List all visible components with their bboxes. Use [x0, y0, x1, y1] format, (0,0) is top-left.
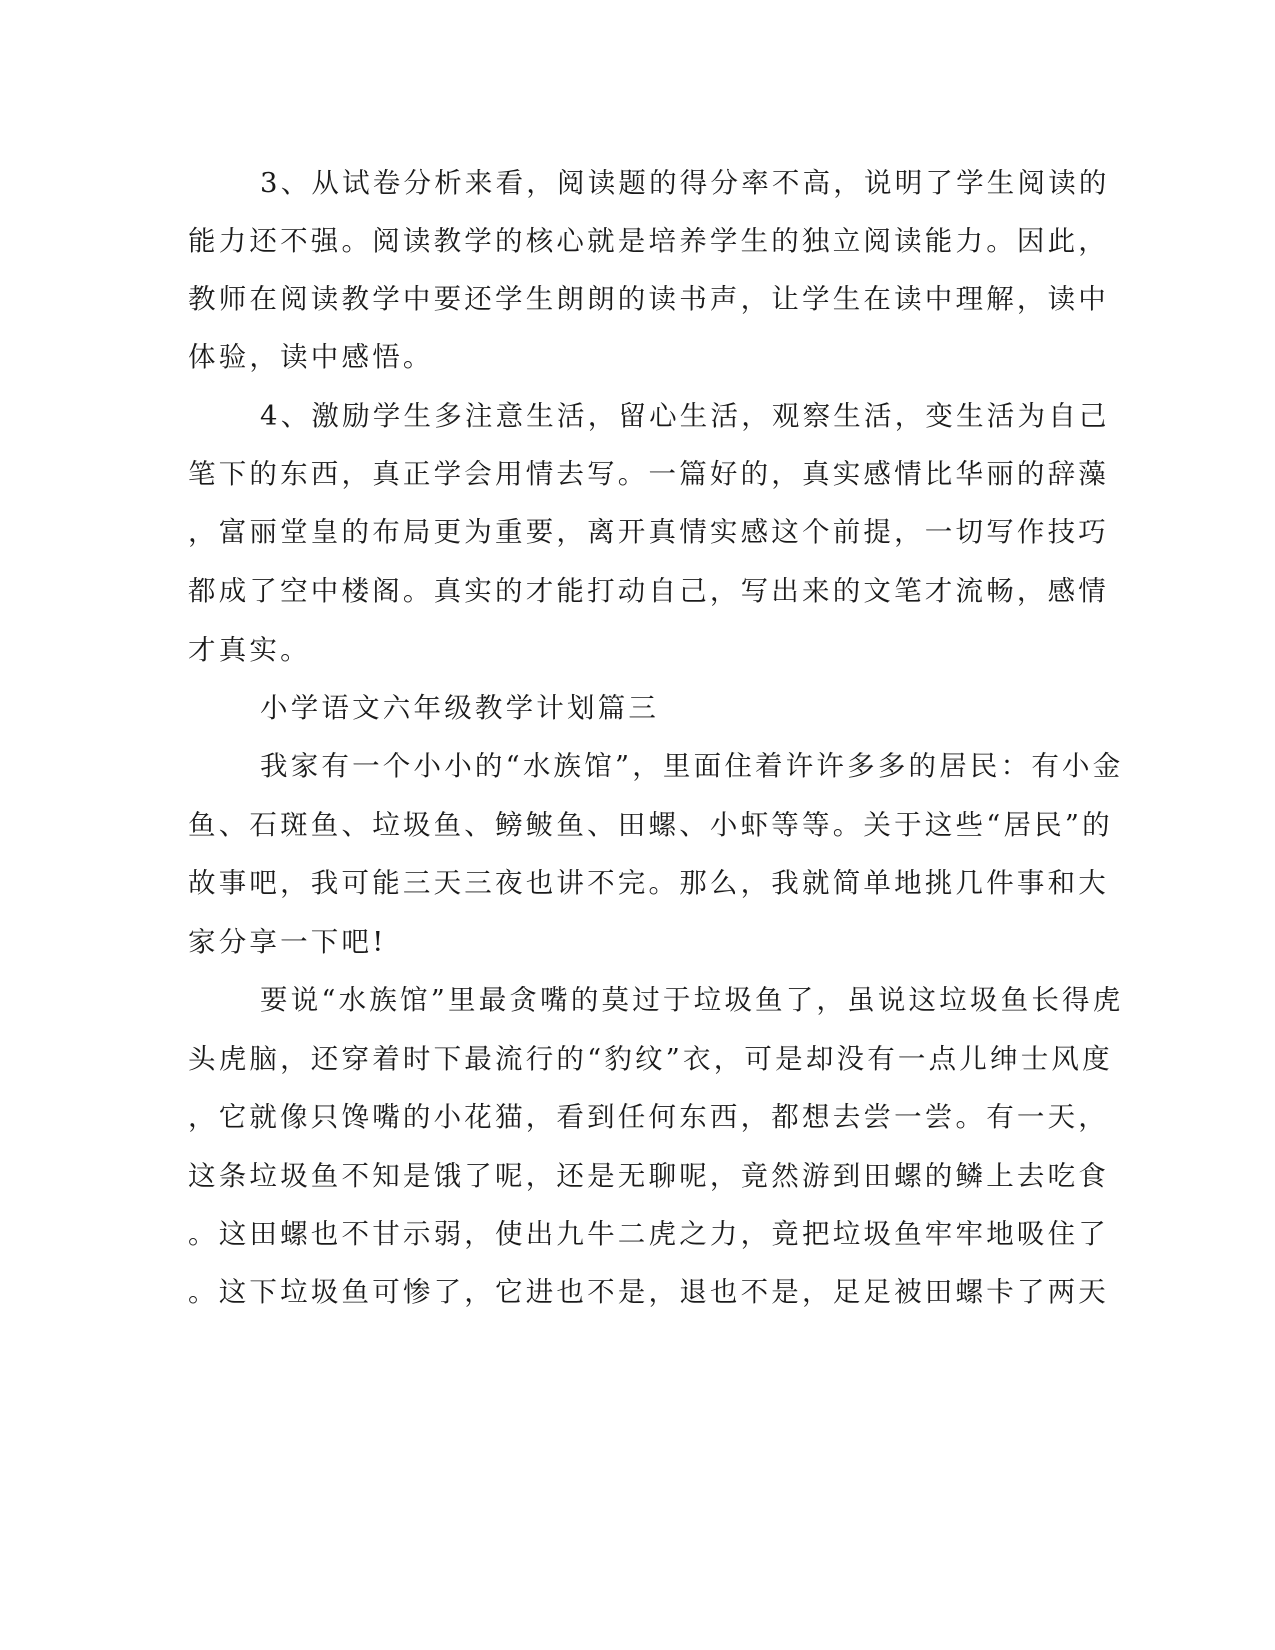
text-line: 笔下的东西，真正学会用情去写。一篇好的，真实感情比华丽的辞藻	[188, 458, 1109, 490]
text-line: ，富丽堂皇的布局更为重要，离开真情实感这个前提，一切写作技巧	[188, 516, 1109, 548]
text-line: 要说“水族馆”里最贪嘴的莫过于垃圾鱼了，虽说这垃圾鱼长得虎	[260, 984, 1124, 1016]
text-line: 我家有一个小小的“水族馆”，里面住着许许多多的居民：有小金	[260, 750, 1124, 782]
text-line: 能力还不强。阅读教学的核心就是培养学生的独立阅读能力。因此，	[188, 225, 1109, 257]
text-line: 体验，读中感悟。	[188, 341, 434, 373]
section-heading: 小学语文六年级教学计划篇三	[260, 692, 660, 724]
text-line: 教师在阅读教学中要还学生朗朗的读书声，让学生在读中理解，读中	[188, 283, 1109, 315]
text-line: 才真实。	[188, 634, 311, 666]
text-line: ，它就像只馋嘴的小花猫，看到任何东西，都想去尝一尝。有一天，	[188, 1101, 1109, 1133]
text-line: 4、激励学生多注意生活，留心生活，观察生活，变生活为自己	[260, 400, 1110, 432]
text-line: 鱼、石斑鱼、垃圾鱼、鳑鲏鱼、田螺、小虾等等。关于这些“居民”的	[188, 809, 1113, 841]
text-line: 这条垃圾鱼不知是饿了呢，还是无聊呢，竟然游到田螺的鳞上去吃食	[188, 1160, 1109, 1192]
text-line: 家分享一下吧!	[188, 926, 387, 958]
text-line: 3、从试卷分析来看，阅读题的得分率不高，说明了学生阅读的	[260, 167, 1110, 199]
text-line: 。这田螺也不甘示弱，使出九牛二虎之力，竟把垃圾鱼牢牢地吸住了	[188, 1218, 1109, 1250]
text-line: 都成了空中楼阁。真实的才能打动自己，写出来的文笔才流畅，感情	[188, 575, 1109, 607]
text-line: 。这下垃圾鱼可惨了，它进也不是，退也不是，足足被田螺卡了两天	[188, 1276, 1109, 1308]
text-line: 头虎脑，还穿着时下最流行的“豹纹”衣，可是却没有一点儿绅士风度	[188, 1043, 1113, 1075]
text-line: 故事吧，我可能三天三夜也讲不完。那么，我就简单地挑几件事和大	[188, 867, 1109, 899]
